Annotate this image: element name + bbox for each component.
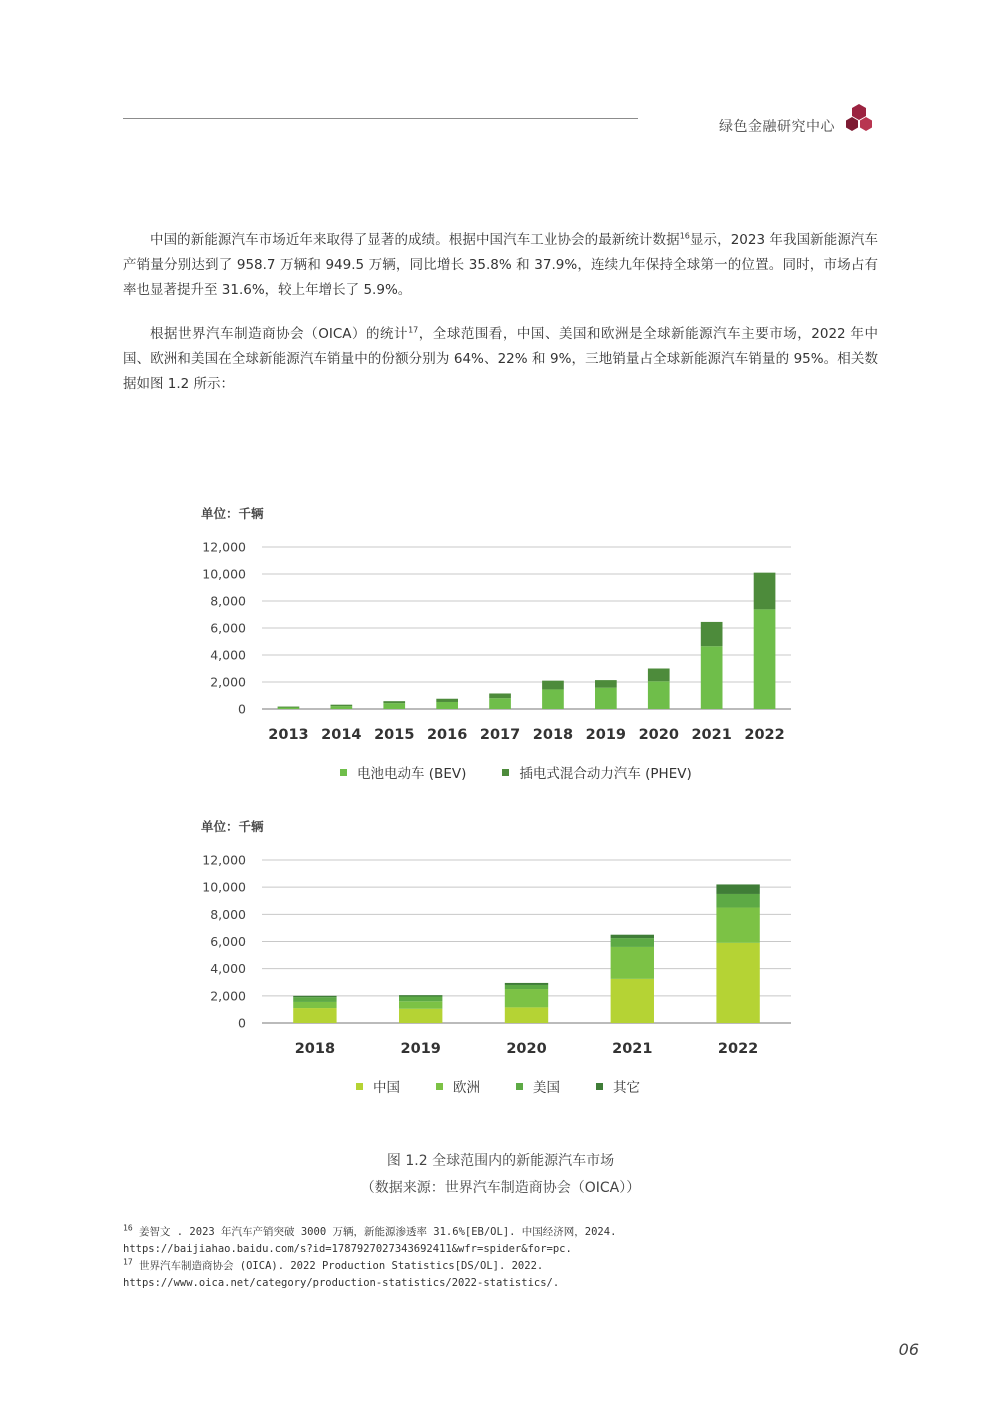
chart-regions <box>195 813 805 1073</box>
bar-segment <box>505 985 548 989</box>
bar-segment <box>754 609 776 709</box>
x-tick-label: 2013 <box>268 727 309 743</box>
bar-segment <box>489 698 511 709</box>
body-paragraph-1 <box>123 228 878 303</box>
legend-swatch <box>516 1083 523 1090</box>
bar-segment <box>716 894 759 908</box>
legend-item-phev <box>502 762 691 782</box>
legend-swatch <box>340 769 347 776</box>
legend-item-europe <box>436 1076 480 1096</box>
x-tick-label: 2018 <box>294 1041 336 1057</box>
bar-segment <box>648 681 670 709</box>
header-brand: 绿色金融研究中心 <box>719 119 835 135</box>
bar-segment <box>505 983 548 985</box>
bar-segment <box>383 701 405 703</box>
y-tick-label: 4,000 <box>210 961 246 977</box>
paragraph-text: 根据世界汽车制造商协会（OICA）的统计 <box>150 326 409 342</box>
paragraph-text: 中国的新能源汽车市场近年来取得了显著的成绩。根据中国汽车工业协会的最新统计数据 <box>150 232 680 248</box>
bar-segment <box>399 997 442 1002</box>
header-rule <box>123 118 638 119</box>
y-tick-label: 8,000 <box>210 906 246 922</box>
y-tick-label: 12,000 <box>202 852 246 868</box>
y-tick-label: 8,000 <box>210 593 246 609</box>
x-tick-label: 2014 <box>321 727 362 743</box>
y-tick-label: 2,000 <box>210 674 246 690</box>
chart-regions-plot <box>195 813 805 1073</box>
bar-segment <box>611 979 654 1023</box>
legend-label: 电池电动车 (BEV) <box>357 766 467 782</box>
footnote-17-url[interactable]: https://www.oica.net/category/production-statistics/2022-statistics/. <box>123 1277 560 1289</box>
footnotes <box>123 1224 743 1292</box>
bar-segment <box>716 884 759 894</box>
bar-segment <box>542 689 564 709</box>
legend-item-usa <box>516 1076 560 1096</box>
x-tick-label: 2015 <box>374 727 415 743</box>
bar-segment <box>293 997 336 1002</box>
paragraph-text: ，全球范围看，中国、美国和欧洲是全球新能源汽车主要市场，2022 年中国、欧洲和美国在全球新能源汽车销量中的份额分别为 64%、22% 和 9%，三地销量占全球新能源汽车销量的 95%。相关数据如图 1.2 所示： <box>123 326 878 392</box>
x-tick-label: 2021 <box>612 1041 653 1057</box>
chart-bev-phev <box>195 500 805 760</box>
legend-label: 其它 <box>613 1080 640 1096</box>
x-tick-label: 2016 <box>426 727 468 743</box>
bar-segment <box>293 1008 336 1023</box>
bar-segment <box>754 573 776 610</box>
caption-title: 图 1.2 全球范围内的新能源汽车市场 <box>386 1153 615 1169</box>
legend-item-bev <box>340 762 466 782</box>
page-number: 06 <box>898 1340 919 1359</box>
footnote-17 <box>123 1258 743 1275</box>
bar-segment <box>436 702 458 709</box>
bar-segment <box>595 688 617 709</box>
chart-unit-label: 单位：千辆 <box>201 506 264 521</box>
x-tick-label: 2022 <box>717 1041 759 1057</box>
footnote-number: 17 <box>123 1257 133 1267</box>
bar-segment <box>383 703 405 709</box>
bar-segment <box>331 705 353 706</box>
legend-label: 欧洲 <box>453 1080 480 1096</box>
bar-segment <box>701 622 723 646</box>
bar-segment <box>293 996 336 997</box>
bar-segment <box>489 693 511 698</box>
footnote-16 <box>123 1224 743 1241</box>
bar-segment <box>505 989 548 1007</box>
y-tick-label: 10,000 <box>202 879 246 895</box>
paragraph-text: 显示，2023 年我国新能源汽车产销量分别达到了 958.7 万辆和 949.5 万辆，同比增长 35.8% 和 37.9%，连续九年保持全球第一的位置。同时，市场占有率也显著提升至 31.6%，较上年增长了 5.9%。 <box>123 232 879 298</box>
x-tick-label: 2022 <box>744 727 785 743</box>
legend-swatch <box>436 1083 443 1090</box>
footnote-16-url[interactable]: https://baijiahao.baidu.com/s?id=1787927027343692411&wfr=spider&for=pc. <box>123 1243 572 1255</box>
legend-label: 插电式混合动力汽车 (PHEV) <box>519 766 692 782</box>
bar-segment <box>611 938 654 947</box>
bar-segment <box>399 995 442 996</box>
bar-segment <box>716 943 759 1023</box>
footnote-ref[interactable]: 17 <box>408 325 419 335</box>
y-tick-label: 0 <box>238 701 246 717</box>
footnote-text: 姜智文 . 2023 年汽车产销突破 3000 万辆，新能源渗透率 31.6%[EB/OL]. 中国经济网，2024. <box>138 1226 617 1238</box>
bar-segment <box>611 935 654 938</box>
bar-segment <box>278 707 300 708</box>
legend-label: 中国 <box>373 1080 400 1096</box>
footnote-ref[interactable]: 16 <box>679 231 690 241</box>
y-tick-label: 12,000 <box>202 539 246 555</box>
bar-segment <box>278 708 300 709</box>
caption-source: （数据来源：世界汽车制造商协会（OICA）） <box>360 1180 641 1196</box>
y-tick-label: 0 <box>238 1015 246 1031</box>
x-tick-label: 2021 <box>691 727 732 743</box>
legend-item-china <box>356 1076 400 1096</box>
bar-segment <box>293 1002 336 1008</box>
bar-segment <box>331 706 353 709</box>
chart-regions-legend <box>356 1076 676 1096</box>
footnote-number: 16 <box>123 1223 133 1233</box>
legend-swatch <box>356 1083 363 1090</box>
y-tick-label: 6,000 <box>210 620 246 636</box>
y-tick-label: 4,000 <box>210 647 246 663</box>
y-tick-label: 6,000 <box>210 934 246 949</box>
bar-segment <box>436 699 458 702</box>
chart-unit-label: 单位：千辆 <box>201 819 264 834</box>
bar-segment <box>611 947 654 979</box>
x-tick-label: 2018 <box>532 727 574 743</box>
y-tick-label: 2,000 <box>210 988 246 1004</box>
chart-bev-phev-plot <box>195 500 805 760</box>
x-tick-label: 2019 <box>585 727 627 743</box>
y-tick-label: 10,000 <box>202 566 246 582</box>
footnote-text: 世界汽车制造商协会 (OICA). 2022 Production Statistics[DS/OL]. 2022. <box>138 1260 544 1272</box>
body-paragraph-2 <box>123 322 878 397</box>
x-tick-label: 2020 <box>638 727 679 743</box>
x-tick-label: 2019 <box>400 1041 441 1057</box>
bar-segment <box>595 680 617 688</box>
bar-segment <box>542 681 564 690</box>
legend-swatch <box>596 1083 603 1090</box>
bar-segment <box>648 669 670 682</box>
legend-item-other <box>596 1076 640 1096</box>
chart-bev-phev-legend <box>340 762 728 782</box>
bar-segment <box>701 646 723 709</box>
legend-label: 美国 <box>533 1080 560 1096</box>
figure-caption <box>123 1148 878 1202</box>
bar-segment <box>399 1001 442 1008</box>
bar-segment <box>399 1009 442 1023</box>
bar-segment <box>505 1007 548 1023</box>
x-tick-label: 2020 <box>506 1041 547 1057</box>
hexagon-cluster-icon <box>844 103 874 135</box>
bar-segment <box>716 908 759 943</box>
legend-swatch <box>502 769 509 776</box>
x-tick-label: 2017 <box>479 727 521 743</box>
